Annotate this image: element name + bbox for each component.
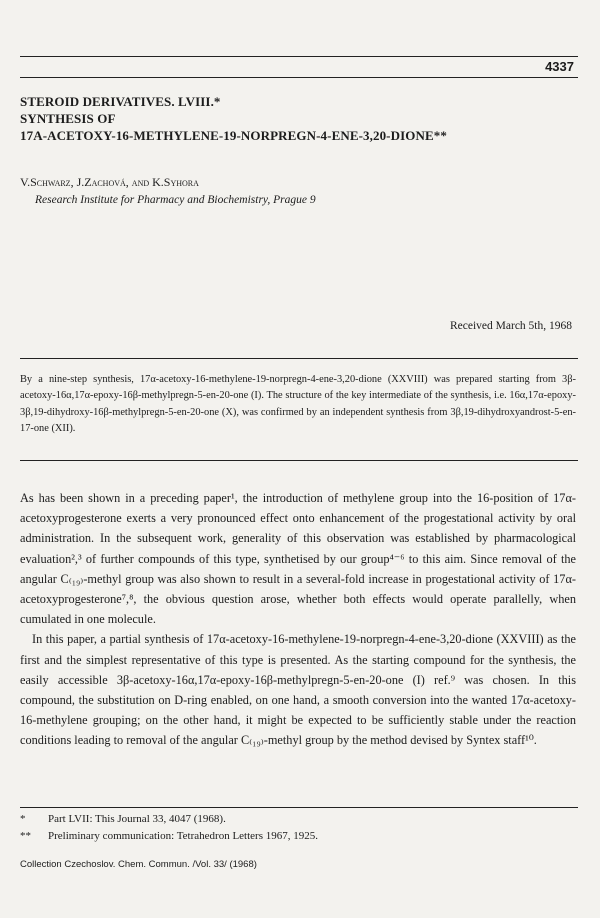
title-line-1: STEROID DERIVATIVES. LVIII.* bbox=[20, 94, 221, 109]
article-title bbox=[20, 93, 447, 144]
header-top-rule bbox=[20, 56, 578, 57]
article-body bbox=[20, 488, 576, 751]
footnote-1-text: Part LVII: This Journal 33, 4047 (1968). bbox=[48, 813, 226, 825]
title-line-2: SYNTHESIS OF bbox=[20, 111, 116, 126]
footnote-1 bbox=[20, 813, 560, 825]
footnote-2-text: Preliminary communication: Tetrahedron Letters 1967, 1925. bbox=[48, 830, 318, 842]
abstract-bottom-rule bbox=[20, 460, 578, 461]
institute: Research Institute for Pharmacy and Biochemistry, Prague 9 bbox=[35, 194, 316, 206]
journal-footer: Collection Czechoslov. Chem. Commun. /Vol. 33/ (1968) bbox=[20, 859, 257, 870]
footnote-1-mark: * bbox=[20, 813, 26, 825]
footnote-2-mark: ** bbox=[20, 830, 31, 842]
paragraph-2: In this paper, a partial synthesis of 17α-acetoxy-16-methylene-19-norpregn-4-ene-3,20-dione (XXVIII) as the first and the simplest representative of this type is presented. As the starting compound for the synthesis, the easily accessible 3β-acetoxy-16α,17α-epoxy-16β-methylpregn-5-en-20-one (I) ref.⁹ was chosen. In this compound, the substitution on D-ring enabled, on one hand, a smooth conversion into the wanted 17α-acetoxy-16-methylene grouping; on the other hand, it might be expected to be sufficiently stable under the reaction conditions leading to removal of the angular C₍₁₉₎-methyl group by the method devised by Syntex staff¹⁰. bbox=[20, 632, 576, 748]
page-number: 4337 bbox=[545, 59, 574, 74]
footnote-2 bbox=[20, 830, 560, 842]
abstract: By a nine-step synthesis, 17α-acetoxy-16-methylene-19-norpregn-4-ene-3,20-dione (XXVIII) was prepared starting from 3β-acetoxy-16α,17α-epoxy-16β-methylpregn-5-en-20-one (I). The structure of the key intermediate of the synthesis, i.e. 16α,17α-epoxy-3β,19-dihydroxy-16β-methylpregn-5-en-20-one (X), was confirmed by an independent synthesis from 3β,19-dihydroxyandrost-5-en-17-one (XII). bbox=[20, 374, 576, 434]
paragraph-1: As has been shown in a preceding paper¹, the introduction of methylene group into the 16-position of 17α-acetoxyprogesterone exerts a very pronounced effect onto enhancement of the progestational activity by oral administration. In the subsequent work, generality of this observation was established by pharmacological evaluation²,³ of further compounds of this type, synthetised by our group⁴⁻⁶ to this aim. Since removal of the angular C₍₁₉₎-methyl group was also shown to result in a several-fold increase in progestational activity of 17α-acetoxyprogesterone⁷,⁸, the obvious question arose, whether both effects would operate parallelly, when cumulated in one molecule. bbox=[20, 491, 576, 627]
received-date: Received March 5th, 1968 bbox=[450, 320, 572, 332]
header-bottom-rule bbox=[20, 77, 578, 78]
abstract-top-rule bbox=[20, 358, 578, 359]
footnote-rule bbox=[20, 807, 578, 808]
authors: V.Schwarz, J.Zachová, and K.Syhora bbox=[20, 175, 199, 189]
title-line-3: 17Α-ACETOXY-16-METHYLENE-19-NORPREGN-4-ENE-3,20-DIONE** bbox=[20, 128, 447, 143]
